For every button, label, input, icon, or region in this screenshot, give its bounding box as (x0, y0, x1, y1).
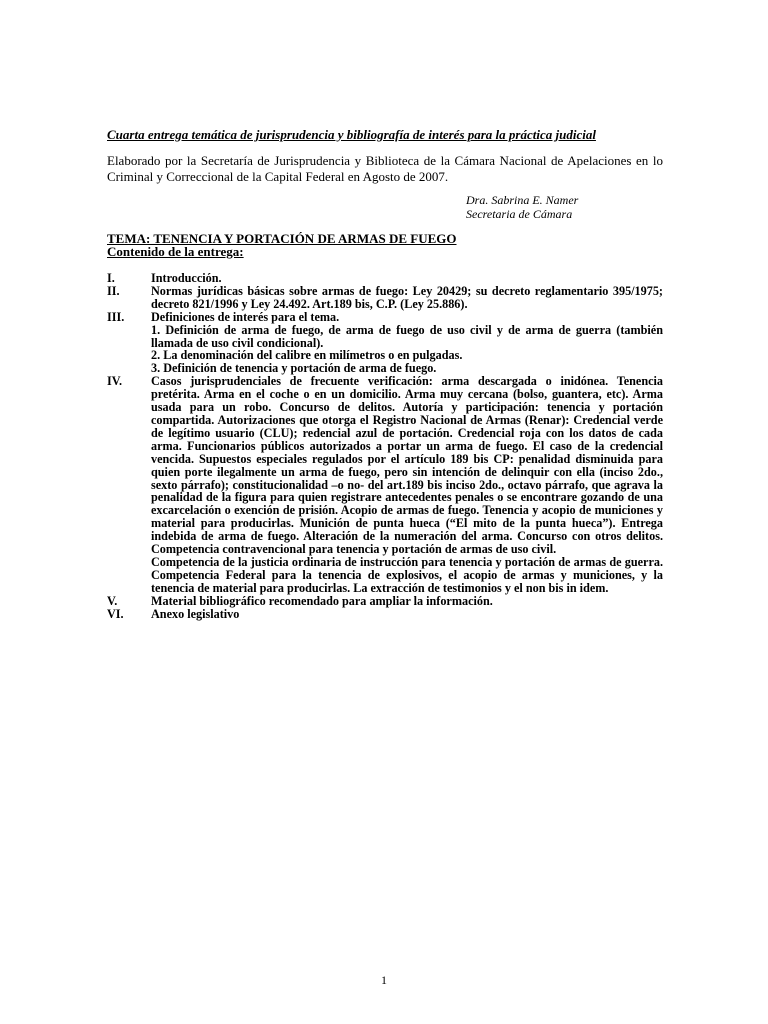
page-number: 1 (381, 973, 387, 987)
document-heading: Cuarta entrega temática de jurisprudencia y bibliografía de interés para la práctica judicial (107, 127, 596, 142)
toc-item-body (151, 595, 663, 608)
table-of-contents (107, 272, 663, 620)
toc-item-body (151, 272, 663, 285)
toc-item (107, 595, 663, 608)
toc-item-number: III. (107, 309, 125, 324)
toc-item-text: Normas jurídicas básicas sobre armas de fuego: Ley 20429; su decreto reglamentario 395/1975; decreto 821/1996 y Ley 24.492. Art.189 bis, C.P. (Ley 25.886). (151, 283, 663, 311)
toc-item-body (151, 311, 663, 376)
toc-item (107, 311, 663, 376)
toc-item-body (151, 285, 663, 311)
toc-item-body (151, 375, 663, 594)
toc-subitem: 1. Definición de arma de fuego, de arma de fuego de uso civil y de arma de guerra (también llamada de uso civil condicional). (151, 322, 663, 350)
signature-name: Dra. Sabrina E. Namer (466, 193, 579, 207)
toc-item-text: Casos jurisprudenciales de frecuente verificación: arma descargada o inidónea. Tenencia pretérita. Arma en el coche o en un domicilio. Arma muy cercana (bolso, guantera, etc). Arma usada para un robo. Concurso de delitos. Autoría y participación: tenencia y portación compartida. Autorizaciones que otorga el Registro Nacional de Armas (Renar): Credencial verde de legítimo usuario (CLU); redencial azul de portación. Credencial roja con los datos de cada arma. Funcionarios públicos autorizados a portar un arma de fuego. El caso de la credencial vencida. Supuestos especiales regulados por el artículo 189 bis CP: penalidad disminuida para quien porte ilegalmente un arma de fuego, pero sin intención de delinquir con ella (inciso 2do., sexto párrafo); constitucionalidad –o no- del art.189 bis inciso 2do., octavo párrafo, que agrava la penalidad de la figura para quien registrare antecedentes penales o se encontrare gozando de una excarcelación o exención de prisión. Acopio de armas de fuego. Tenencia y acopio de municiones y material para producirlas. Munición de punta hueca (“El mito de la punta hueca”). Entrega indebida de arma de fuego. Alteración de la numeración del arma. Concurso con otros delitos. Competencia contravencional para tenencia y portación de armas de uso civil. (151, 374, 663, 557)
toc-subitem: Competencia de la justicia ordinaria de instrucción para tenencia y portación de armas de guerra. Competencia Federal para la tenencia de explosivos, el acopio de armas y municiones, y la tenencia de material para producirlas. La extracción de testimonios y el non bis in idem. (151, 554, 663, 595)
toc-item-text: Definiciones de interés para el tema. (151, 309, 340, 324)
intro-paragraph: Elaborado por la Secretaría de Jurisprudencia y Biblioteca de la Cámara Nacional de Apelaciones en lo Criminal y Correccional de la Capital Federal en Agosto de 2007. (107, 153, 663, 184)
toc-item (107, 375, 663, 594)
toc-subitem: 3. Definición de tenencia y portación de arma de fuego. (151, 361, 437, 376)
toc-item-number: V. (107, 593, 118, 608)
toc-item-number: II. (107, 283, 120, 298)
toc-item (107, 272, 663, 285)
toc-item-body (151, 608, 663, 621)
toc-item-number: I. (107, 271, 115, 285)
signature-role: Secretaria de Cámara (466, 207, 573, 221)
toc-item-text: Material bibliográfico recomendado para ampliar la información. (151, 593, 493, 608)
toc-item-number: IV. (107, 374, 123, 389)
toc-item-number: VI. (107, 606, 124, 621)
toc-item (107, 285, 663, 311)
toc-item-text: Introducción. (151, 271, 222, 285)
toc-item (107, 608, 663, 621)
toc-subitem: 2. La denominación del calibre en milímetros o en pulgadas. (151, 348, 463, 363)
topic-title: TEMA: TENENCIA Y PORTACIÓN DE ARMAS DE FUEGO (107, 231, 457, 246)
contents-label: Contenido de la entrega: (107, 244, 244, 259)
toc-item-text: Anexo legislativo (151, 606, 240, 621)
